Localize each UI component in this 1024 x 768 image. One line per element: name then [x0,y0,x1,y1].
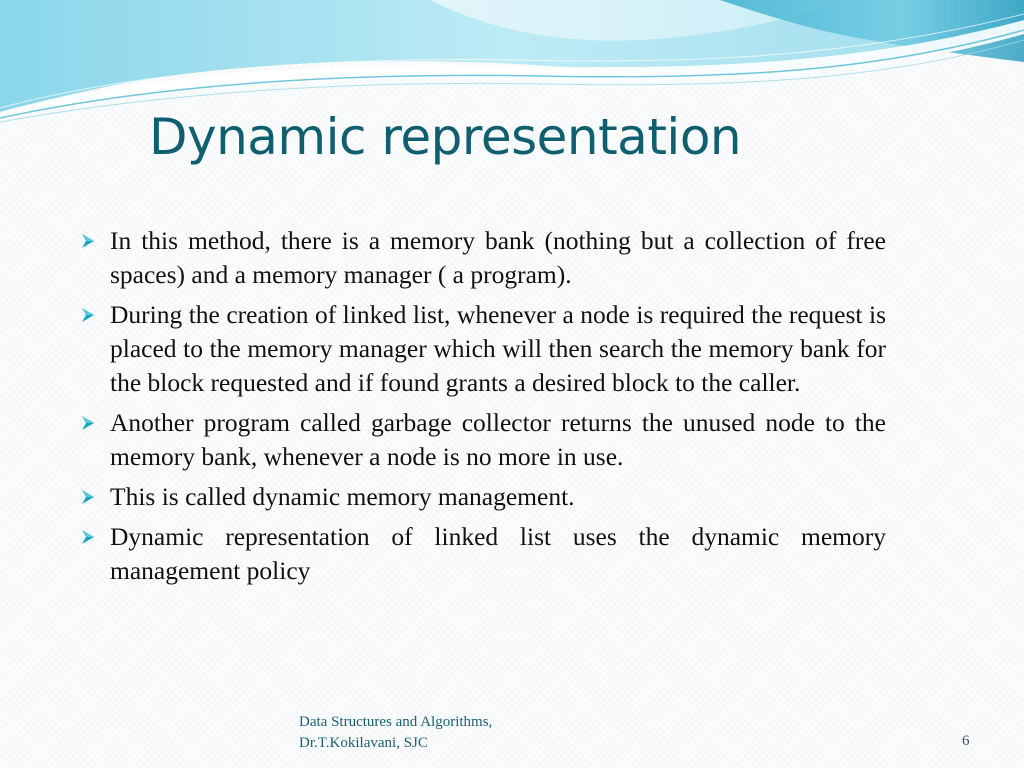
arrowhead-bullet-icon [80,489,96,505]
arrowhead-bullet-icon [80,529,96,545]
bullet-item [78,480,886,514]
bullet-list [78,224,886,594]
slide-footer [299,712,492,754]
footer-author: Dr.T.Kokilavani, SJC [299,735,428,751]
bullet-item [78,224,886,292]
bullet-text: In this method, there is a memory bank (nothing but a collection of free spaces) and a memory manager ( a program). [110,226,886,289]
bullet-text: Another program called garbage collector returns the unused node to the memory bank, whenever a node is no more in use. [110,408,886,471]
bullet-item [78,298,886,400]
arrowhead-bullet-icon [80,307,96,323]
bullet-text: During the creation of linked list, whenever a node is required the request is placed to the memory manager which will then search the memory bank for the block requested and if found grants a desired block to the caller. [110,300,886,397]
arrowhead-bullet-icon [80,233,96,249]
bullet-item [78,406,886,474]
bullet-text: Dynamic representation of linked list uses the dynamic memory management policy [110,522,886,585]
slide-title: Dynamic representation [149,108,742,166]
page-number: 6 [962,733,970,749]
bullet-text: This is called dynamic memory management. [110,482,575,511]
footer-course-name: Data Structures and Algorithms, [299,714,493,730]
bullet-item [78,520,886,588]
arrowhead-bullet-icon [80,415,96,431]
